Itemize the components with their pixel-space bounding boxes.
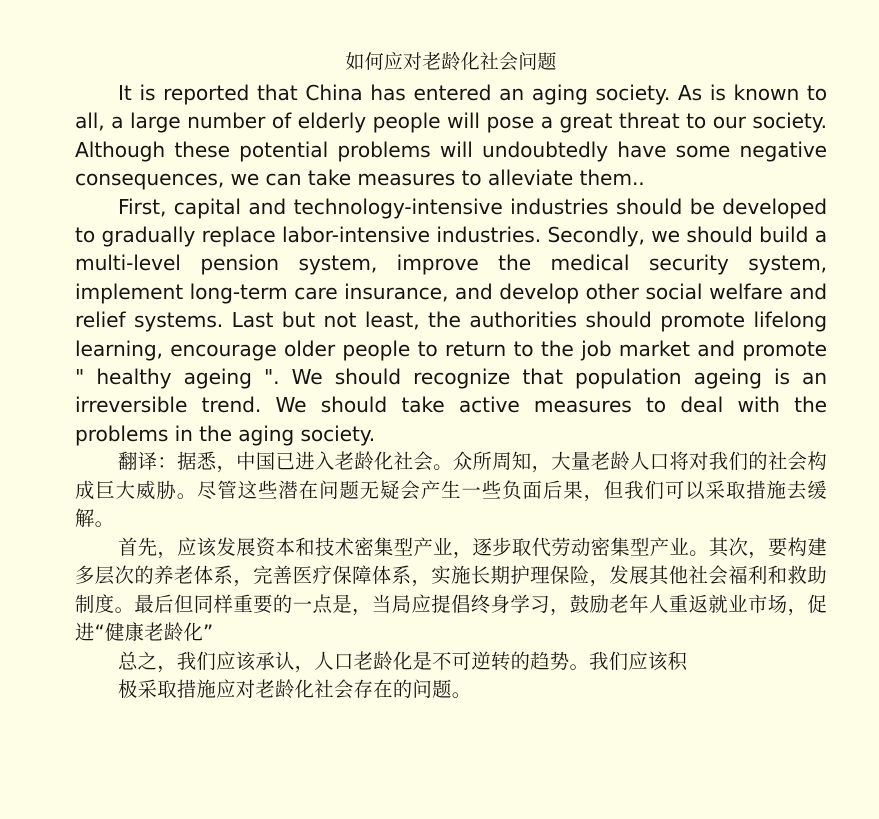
chinese-paragraph-1: 翻译：据悉，中国已进入老龄化社会。众所周知，大量老龄人口将对我们的社会构成巨大威胁。尽管这些潜在问题无疑会产生一些负面后果，但我们可以采取措施去缓解。 (75, 450, 827, 531)
english-paragraph-2: First, capital and technology-intensive industries should be developed to gradually replace labor-intensive industries. Secondly, we should build a multi-level pension system, improve the medical security system, implement long-term care insurance, and develop other social welfare and relief systems. Last but not least, the authorities should promote lifelong learning, encourage older people to return to the job market and promote " healthy ageing ". We should recognize that population ageing is an irreversible trend. We should take active measures to deal with the problems in the aging society. (75, 194, 827, 446)
english-paragraph-1: It is reported that China has entered an aging society. As is known to all, a large number of elderly people will pose a great threat to our society. Although these potential problems will undoubtedly have some negative consequences, we can take measures to alleviate them.. (75, 81, 827, 191)
chinese-paragraph-2: 首先，应该发展资本和技术密集型产业，逐步取代劳动密集型产业。其次，要构建多层次的养老体系，完善医疗保障体系，实施长期护理保险，发展其他社会福利和救助制度。最后但同样重要的一点是，当局应提倡终身学习，鼓励老年人重返就业市场，促进“健康老龄化” (75, 535, 827, 645)
document-title: 如何应对老龄化社会问题 (345, 51, 557, 73)
chinese-paragraph-3-continuation: 极采取措施应对老龄化社会存在的问题。 (118, 678, 472, 702)
chinese-paragraph-3: 总之，我们应该承认，人口老龄化是不可逆转的趋势。我们应该积 (118, 649, 688, 673)
